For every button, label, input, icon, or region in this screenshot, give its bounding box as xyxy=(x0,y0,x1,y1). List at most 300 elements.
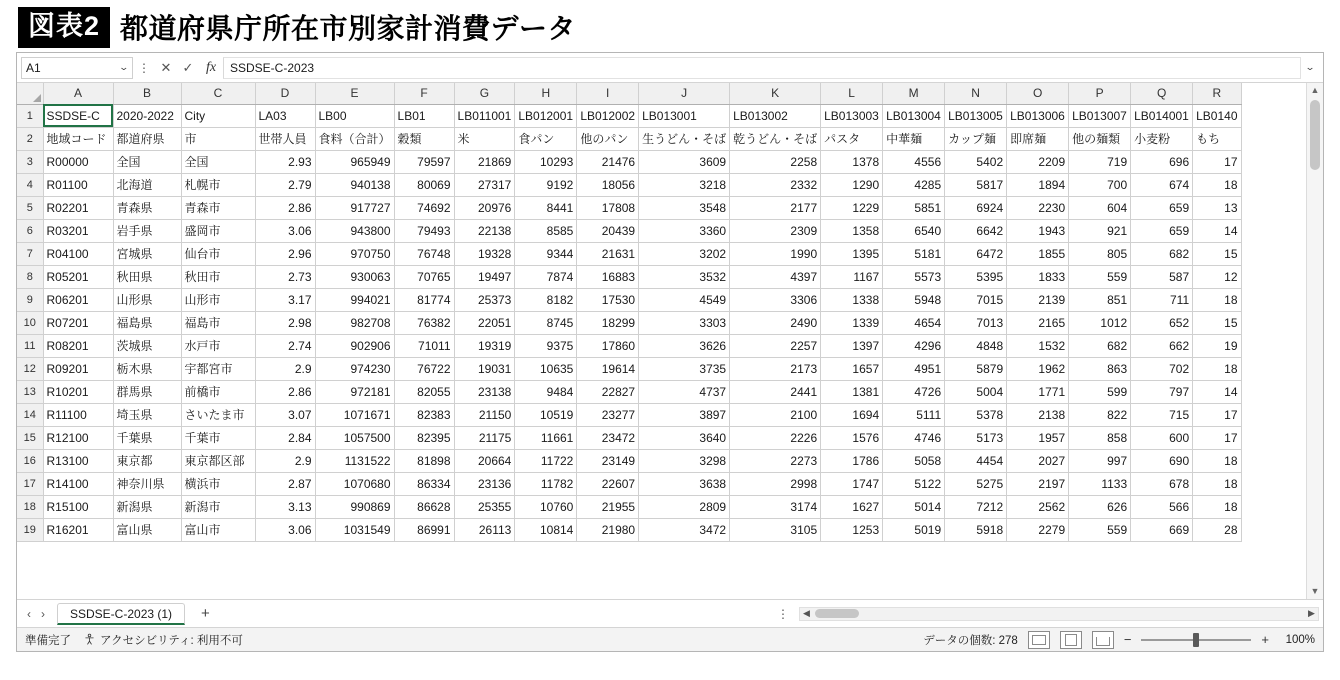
cell[interactable]: 千葉市 xyxy=(181,426,255,449)
cell[interactable]: 943800 xyxy=(315,219,394,242)
cell[interactable]: 福島県 xyxy=(113,311,181,334)
cell[interactable]: 8585 xyxy=(515,219,577,242)
cell[interactable]: 千葉県 xyxy=(113,426,181,449)
cell[interactable]: 2.9 xyxy=(255,449,315,472)
cell[interactable]: 76382 xyxy=(394,311,454,334)
column-header-p[interactable]: P xyxy=(1069,83,1131,104)
cell[interactable]: 米 xyxy=(454,127,515,150)
cell[interactable]: 9344 xyxy=(515,242,577,265)
table-row[interactable] xyxy=(17,265,1241,288)
row-header[interactable]: 3 xyxy=(17,150,43,173)
cell[interactable]: 559 xyxy=(1069,265,1131,288)
cell[interactable]: 18 xyxy=(1193,449,1241,472)
cell[interactable]: 1395 xyxy=(821,242,883,265)
cell[interactable]: 4285 xyxy=(883,173,945,196)
cell[interactable]: 674 xyxy=(1131,173,1193,196)
cell[interactable]: 719 xyxy=(1069,150,1131,173)
cell[interactable]: 7015 xyxy=(945,288,1007,311)
cell[interactable]: 1694 xyxy=(821,403,883,426)
cell[interactable]: 1133 xyxy=(1069,472,1131,495)
cell[interactable]: 1358 xyxy=(821,219,883,242)
cell[interactable]: 23472 xyxy=(577,426,639,449)
cell[interactable]: さいたま市 xyxy=(181,403,255,426)
cell[interactable]: 2165 xyxy=(1007,311,1069,334)
cell[interactable]: 700 xyxy=(1069,173,1131,196)
cell[interactable]: LA03 xyxy=(255,104,315,127)
cell[interactable]: 3174 xyxy=(730,495,821,518)
column-header-j[interactable]: J xyxy=(639,83,730,104)
cell[interactable]: 5851 xyxy=(883,196,945,219)
row-header[interactable]: 7 xyxy=(17,242,43,265)
cell[interactable]: 3609 xyxy=(639,150,730,173)
cell[interactable]: 宮城県 xyxy=(113,242,181,265)
cell[interactable]: 5181 xyxy=(883,242,945,265)
cell[interactable]: 2226 xyxy=(730,426,821,449)
cell[interactable]: 即席麺 xyxy=(1007,127,1069,150)
cell[interactable]: 秋田市 xyxy=(181,265,255,288)
cell[interactable]: 21869 xyxy=(454,150,515,173)
cell[interactable]: 食料（合計） xyxy=(315,127,394,150)
cell[interactable]: 2.86 xyxy=(255,380,315,403)
row-header[interactable]: 11 xyxy=(17,334,43,357)
cell[interactable]: LB013002 xyxy=(730,104,821,127)
cell[interactable]: 3298 xyxy=(639,449,730,472)
cell[interactable]: 28 xyxy=(1193,518,1241,541)
cell[interactable]: 17 xyxy=(1193,150,1241,173)
cell[interactable]: 2441 xyxy=(730,380,821,403)
cell[interactable]: 2020-2022 xyxy=(113,104,181,127)
cell[interactable]: 8441 xyxy=(515,196,577,219)
cell[interactable]: 652 xyxy=(1131,311,1193,334)
tabbar-more-icon[interactable]: ⋮ xyxy=(777,606,789,621)
cell[interactable]: 23136 xyxy=(454,472,515,495)
column-header-n[interactable]: N xyxy=(945,83,1007,104)
cell[interactable]: LB013003 xyxy=(821,104,883,127)
cell[interactable]: 10814 xyxy=(515,518,577,541)
cell[interactable]: 19031 xyxy=(454,357,515,380)
cell[interactable]: パスタ xyxy=(821,127,883,150)
cell[interactable]: 10760 xyxy=(515,495,577,518)
cell[interactable]: R11100 xyxy=(43,403,113,426)
cell[interactable]: 東京都 xyxy=(113,449,181,472)
cell[interactable]: 22051 xyxy=(454,311,515,334)
cell[interactable]: 2809 xyxy=(639,495,730,518)
cell[interactable]: 5918 xyxy=(945,518,1007,541)
row-header[interactable]: 12 xyxy=(17,357,43,380)
cell[interactable]: 23277 xyxy=(577,403,639,426)
cell[interactable]: 990869 xyxy=(315,495,394,518)
table-row[interactable] xyxy=(17,288,1241,311)
cell[interactable]: 2273 xyxy=(730,449,821,472)
cell[interactable]: 山形市 xyxy=(181,288,255,311)
cell[interactable]: 21980 xyxy=(577,518,639,541)
cell[interactable]: 5111 xyxy=(883,403,945,426)
cell[interactable]: 1627 xyxy=(821,495,883,518)
cell[interactable]: 18056 xyxy=(577,173,639,196)
column-header-c[interactable]: C xyxy=(181,83,255,104)
cell[interactable]: 3626 xyxy=(639,334,730,357)
cell[interactable]: 2279 xyxy=(1007,518,1069,541)
row-header[interactable]: 17 xyxy=(17,472,43,495)
cell[interactable]: 青森市 xyxy=(181,196,255,219)
cell[interactable]: 5122 xyxy=(883,472,945,495)
table-row[interactable] xyxy=(17,334,1241,357)
cell[interactable]: R13100 xyxy=(43,449,113,472)
table-row[interactable] xyxy=(17,403,1241,426)
cell[interactable]: 5395 xyxy=(945,265,1007,288)
table-row[interactable] xyxy=(17,380,1241,403)
cell[interactable]: 18 xyxy=(1193,173,1241,196)
cell[interactable]: 1855 xyxy=(1007,242,1069,265)
cell[interactable]: R02201 xyxy=(43,196,113,219)
cell[interactable]: City xyxy=(181,104,255,127)
sheet-tab[interactable]: SSDSE-C-2023 (1) xyxy=(57,603,185,625)
cell[interactable]: 851 xyxy=(1069,288,1131,311)
formula-input[interactable] xyxy=(223,57,1301,79)
cell[interactable]: 水戸市 xyxy=(181,334,255,357)
cell[interactable]: 3532 xyxy=(639,265,730,288)
cell[interactable]: 5275 xyxy=(945,472,1007,495)
cell[interactable]: 2.96 xyxy=(255,242,315,265)
column-header-a[interactable]: A xyxy=(43,83,113,104)
cell[interactable]: 2309 xyxy=(730,219,821,242)
cell[interactable]: 4737 xyxy=(639,380,730,403)
zoom-in-button[interactable]: + xyxy=(1261,632,1269,647)
cell[interactable]: 宇都宮市 xyxy=(181,357,255,380)
column-header-i[interactable]: I xyxy=(577,83,639,104)
cell[interactable]: 930063 xyxy=(315,265,394,288)
scroll-left-icon[interactable]: ◀ xyxy=(803,608,810,618)
cell[interactable]: 4397 xyxy=(730,265,821,288)
cell[interactable]: 682 xyxy=(1131,242,1193,265)
cell[interactable]: 1657 xyxy=(821,357,883,380)
cell[interactable]: カップ麺 xyxy=(945,127,1007,150)
cell[interactable]: 2.79 xyxy=(255,173,315,196)
cell[interactable]: 4654 xyxy=(883,311,945,334)
table-row[interactable] xyxy=(17,219,1241,242)
cell[interactable]: 青森県 xyxy=(113,196,181,219)
cell[interactable]: 1229 xyxy=(821,196,883,219)
cell[interactable]: LB013007 xyxy=(1069,104,1131,127)
cell[interactable]: 小麦粉 xyxy=(1131,127,1193,150)
cell[interactable]: 669 xyxy=(1131,518,1193,541)
cell[interactable]: 2.87 xyxy=(255,472,315,495)
vertical-scroll-track[interactable] xyxy=(1307,98,1323,584)
cell[interactable]: 982708 xyxy=(315,311,394,334)
cell[interactable]: 19319 xyxy=(454,334,515,357)
row-header[interactable]: 2 xyxy=(17,127,43,150)
horizontal-scroll-thumb[interactable] xyxy=(815,609,859,618)
next-sheet-icon[interactable]: › xyxy=(41,606,45,621)
cell[interactable]: 3638 xyxy=(639,472,730,495)
cell[interactable]: 全国 xyxy=(113,150,181,173)
cell[interactable]: 11782 xyxy=(515,472,577,495)
cell[interactable]: 940138 xyxy=(315,173,394,196)
cell[interactable]: 1253 xyxy=(821,518,883,541)
cell[interactable]: 4296 xyxy=(883,334,945,357)
cell[interactable]: 横浜市 xyxy=(181,472,255,495)
cell[interactable]: 2490 xyxy=(730,311,821,334)
cell[interactable]: 埼玉県 xyxy=(113,403,181,426)
cell[interactable]: 2173 xyxy=(730,357,821,380)
cell[interactable]: 1747 xyxy=(821,472,883,495)
cell[interactable]: 19614 xyxy=(577,357,639,380)
cell[interactable]: 1378 xyxy=(821,150,883,173)
cell[interactable]: 678 xyxy=(1131,472,1193,495)
cell[interactable]: 5879 xyxy=(945,357,1007,380)
name-box[interactable] xyxy=(21,57,133,79)
row-header[interactable]: 4 xyxy=(17,173,43,196)
column-header-l[interactable]: L xyxy=(821,83,883,104)
row-header[interactable]: 14 xyxy=(17,403,43,426)
row-header[interactable]: 10 xyxy=(17,311,43,334)
cell[interactable]: LB013004 xyxy=(883,104,945,127)
cell[interactable]: 17808 xyxy=(577,196,639,219)
cell[interactable]: 81774 xyxy=(394,288,454,311)
cell[interactable]: 1990 xyxy=(730,242,821,265)
cell[interactable]: 82055 xyxy=(394,380,454,403)
cell[interactable]: 16883 xyxy=(577,265,639,288)
cell[interactable]: 2197 xyxy=(1007,472,1069,495)
cell[interactable]: 17860 xyxy=(577,334,639,357)
cell[interactable]: 76722 xyxy=(394,357,454,380)
cell[interactable]: 生うどん・そば xyxy=(639,127,730,150)
cell[interactable]: 5402 xyxy=(945,150,1007,173)
cell[interactable]: 80069 xyxy=(394,173,454,196)
column-header-h[interactable]: H xyxy=(515,83,577,104)
cell[interactable]: 4726 xyxy=(883,380,945,403)
cell[interactable]: 2230 xyxy=(1007,196,1069,219)
cell[interactable]: 2258 xyxy=(730,150,821,173)
cell[interactable]: 1381 xyxy=(821,380,883,403)
cell[interactable]: 仙台市 xyxy=(181,242,255,265)
cell[interactable]: LB01 xyxy=(394,104,454,127)
cell[interactable]: 20664 xyxy=(454,449,515,472)
cell[interactable]: R03201 xyxy=(43,219,113,242)
cell[interactable]: 10519 xyxy=(515,403,577,426)
expand-formula-bar-icon[interactable]: ⌄ xyxy=(1304,62,1316,72)
table-row[interactable] xyxy=(17,196,1241,219)
table-row[interactable] xyxy=(17,426,1241,449)
cell[interactable]: 6540 xyxy=(883,219,945,242)
cell[interactable]: 1771 xyxy=(1007,380,1069,403)
cell[interactable]: 1167 xyxy=(821,265,883,288)
cell[interactable]: 2.73 xyxy=(255,265,315,288)
cell[interactable]: 2027 xyxy=(1007,449,1069,472)
cell[interactable]: 17 xyxy=(1193,403,1241,426)
cell[interactable]: 7212 xyxy=(945,495,1007,518)
cell[interactable]: 21955 xyxy=(577,495,639,518)
cell[interactable]: 10635 xyxy=(515,357,577,380)
cell[interactable]: 6924 xyxy=(945,196,1007,219)
cell[interactable]: 23138 xyxy=(454,380,515,403)
cell[interactable]: 神奈川県 xyxy=(113,472,181,495)
scroll-up-icon[interactable]: ▲ xyxy=(1310,85,1320,95)
table-row[interactable] xyxy=(17,357,1241,380)
cell[interactable]: 2.74 xyxy=(255,334,315,357)
cell[interactable]: 新潟市 xyxy=(181,495,255,518)
cell[interactable]: 都道府県 xyxy=(113,127,181,150)
table-row[interactable] xyxy=(17,472,1241,495)
cell[interactable]: 662 xyxy=(1131,334,1193,357)
cell[interactable]: 17530 xyxy=(577,288,639,311)
cell[interactable]: もち xyxy=(1193,127,1241,150)
cell[interactable]: 5173 xyxy=(945,426,1007,449)
scroll-down-icon[interactable]: ▼ xyxy=(1310,586,1320,596)
cell[interactable]: 21150 xyxy=(454,403,515,426)
cell[interactable]: 86334 xyxy=(394,472,454,495)
cell[interactable]: 中華麺 xyxy=(883,127,945,150)
cell[interactable]: 茨城県 xyxy=(113,334,181,357)
cell[interactable]: 3218 xyxy=(639,173,730,196)
row-header[interactable]: 1 xyxy=(17,104,43,127)
cell[interactable]: 3105 xyxy=(730,518,821,541)
cell[interactable]: 2257 xyxy=(730,334,821,357)
cell[interactable]: 600 xyxy=(1131,426,1193,449)
cell[interactable]: 15 xyxy=(1193,311,1241,334)
cell[interactable]: 福島市 xyxy=(181,311,255,334)
cell[interactable]: 3897 xyxy=(639,403,730,426)
cell[interactable]: 8182 xyxy=(515,288,577,311)
confirm-icon[interactable]: ✓ xyxy=(182,59,194,75)
cell[interactable]: 盛岡市 xyxy=(181,219,255,242)
cell[interactable]: 76748 xyxy=(394,242,454,265)
cell[interactable]: 86991 xyxy=(394,518,454,541)
insert-function-icon[interactable]: fx xyxy=(205,59,217,75)
cell[interactable]: R06201 xyxy=(43,288,113,311)
cell[interactable]: 2.86 xyxy=(255,196,315,219)
cell[interactable]: 696 xyxy=(1131,150,1193,173)
cell[interactable]: 13 xyxy=(1193,196,1241,219)
cell[interactable]: R10201 xyxy=(43,380,113,403)
cell[interactable]: 7874 xyxy=(515,265,577,288)
cell[interactable]: 1057500 xyxy=(315,426,394,449)
cell[interactable]: 世帯人員 xyxy=(255,127,315,150)
cell[interactable]: 3.06 xyxy=(255,518,315,541)
cell[interactable]: 3360 xyxy=(639,219,730,242)
column-header-q[interactable]: Q xyxy=(1131,83,1193,104)
cell[interactable]: 1012 xyxy=(1069,311,1131,334)
cell[interactable]: 17 xyxy=(1193,426,1241,449)
cell[interactable]: 82395 xyxy=(394,426,454,449)
cell[interactable]: 2998 xyxy=(730,472,821,495)
cell[interactable]: R16201 xyxy=(43,518,113,541)
zoom-level[interactable]: 100% xyxy=(1285,633,1315,646)
cell[interactable]: 79493 xyxy=(394,219,454,242)
cell[interactable]: 22138 xyxy=(454,219,515,242)
table-row[interactable] xyxy=(17,242,1241,265)
cell[interactable]: 4951 xyxy=(883,357,945,380)
column-header-r[interactable]: R xyxy=(1193,83,1241,104)
cell[interactable]: 1576 xyxy=(821,426,883,449)
cell[interactable]: 997 xyxy=(1069,449,1131,472)
cell[interactable]: 1071671 xyxy=(315,403,394,426)
cell[interactable]: LB00 xyxy=(315,104,394,127)
cell[interactable]: 702 xyxy=(1131,357,1193,380)
cell[interactable]: 2209 xyxy=(1007,150,1069,173)
cell[interactable]: 市 xyxy=(181,127,255,150)
cell[interactable]: 5948 xyxy=(883,288,945,311)
cell[interactable]: 東京都区部 xyxy=(181,449,255,472)
cell[interactable]: 21476 xyxy=(577,150,639,173)
cell[interactable]: 山形県 xyxy=(113,288,181,311)
cell[interactable]: 11722 xyxy=(515,449,577,472)
column-header-d[interactable]: D xyxy=(255,83,315,104)
cell[interactable]: 1339 xyxy=(821,311,883,334)
cell[interactable]: 3202 xyxy=(639,242,730,265)
cell[interactable]: R09201 xyxy=(43,357,113,380)
zoom-thumb[interactable] xyxy=(1193,633,1199,647)
cell[interactable]: R01100 xyxy=(43,173,113,196)
cell[interactable]: 797 xyxy=(1131,380,1193,403)
cell[interactable]: 2.98 xyxy=(255,311,315,334)
cell[interactable]: 5573 xyxy=(883,265,945,288)
cell[interactable]: 前橋市 xyxy=(181,380,255,403)
cell[interactable]: 690 xyxy=(1131,449,1193,472)
cell[interactable]: 711 xyxy=(1131,288,1193,311)
row-header[interactable]: 16 xyxy=(17,449,43,472)
cell[interactable]: 1894 xyxy=(1007,173,1069,196)
cell[interactable]: 14 xyxy=(1193,219,1241,242)
cell[interactable]: LB012001 xyxy=(515,104,577,127)
cell[interactable]: 86628 xyxy=(394,495,454,518)
cell[interactable]: 972181 xyxy=(315,380,394,403)
cell[interactable]: 食パン xyxy=(515,127,577,150)
table-row[interactable] xyxy=(17,518,1241,541)
cell[interactable]: 659 xyxy=(1131,219,1193,242)
cell[interactable]: R07201 xyxy=(43,311,113,334)
cell[interactable]: 富山県 xyxy=(113,518,181,541)
cell[interactable]: 5019 xyxy=(883,518,945,541)
cell[interactable]: 970750 xyxy=(315,242,394,265)
cell[interactable]: 3.07 xyxy=(255,403,315,426)
row-header[interactable]: 13 xyxy=(17,380,43,403)
cell[interactable]: 974230 xyxy=(315,357,394,380)
cell[interactable]: 1943 xyxy=(1007,219,1069,242)
row-header[interactable]: 15 xyxy=(17,426,43,449)
cell[interactable]: 994021 xyxy=(315,288,394,311)
horizontal-scrollbar[interactable] xyxy=(799,607,1319,621)
cell[interactable]: 9192 xyxy=(515,173,577,196)
column-header-f[interactable]: F xyxy=(394,83,454,104)
previous-sheet-icon[interactable]: ‹ xyxy=(27,606,31,621)
cell[interactable]: 2562 xyxy=(1007,495,1069,518)
cell[interactable]: 5378 xyxy=(945,403,1007,426)
normal-view-icon[interactable] xyxy=(1028,631,1050,649)
cell[interactable]: 19328 xyxy=(454,242,515,265)
cell[interactable]: 8745 xyxy=(515,311,577,334)
cell[interactable]: 地域コード xyxy=(43,127,113,150)
cell[interactable]: 1786 xyxy=(821,449,883,472)
table-row[interactable] xyxy=(17,495,1241,518)
cell[interactable]: 74692 xyxy=(394,196,454,219)
cell[interactable]: 乾うどん・そば xyxy=(730,127,821,150)
add-sheet-button[interactable]: + xyxy=(201,605,210,622)
cell[interactable]: 19 xyxy=(1193,334,1241,357)
cell[interactable]: 3306 xyxy=(730,288,821,311)
cell[interactable]: 5004 xyxy=(945,380,1007,403)
row-header[interactable]: 18 xyxy=(17,495,43,518)
cell[interactable]: 2139 xyxy=(1007,288,1069,311)
cell[interactable]: 岩手県 xyxy=(113,219,181,242)
cell[interactable]: R05201 xyxy=(43,265,113,288)
cell[interactable]: 82383 xyxy=(394,403,454,426)
table-row[interactable] xyxy=(17,127,1241,150)
cell[interactable]: 1833 xyxy=(1007,265,1069,288)
column-header-k[interactable]: K xyxy=(730,83,821,104)
cell[interactable]: 2.9 xyxy=(255,357,315,380)
cell[interactable]: R04100 xyxy=(43,242,113,265)
